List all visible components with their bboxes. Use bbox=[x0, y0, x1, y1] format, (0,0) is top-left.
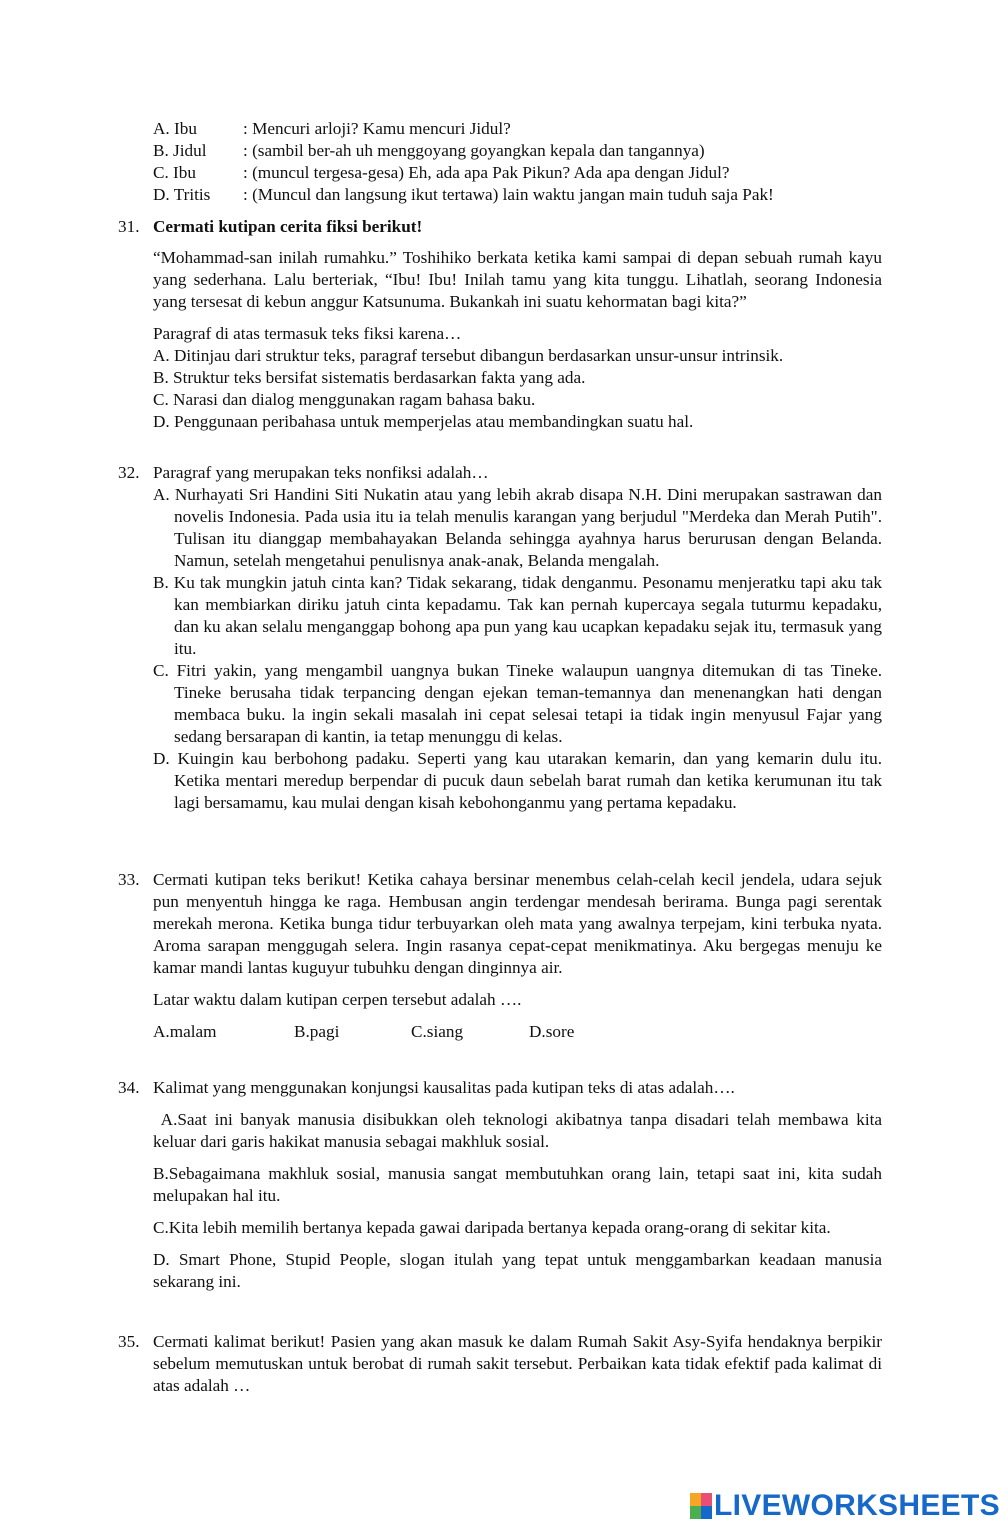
option-c[interactable]: C.siang bbox=[411, 1022, 464, 1041]
option-d[interactable]: D. Smart Phone, Stupid People, slogan itulah yang tepat untuk menggambarkan keadaan manusia sekarang ini. bbox=[153, 1250, 882, 1291]
dialog-text: : Mencuri arloji? Kamu mencuri Jidul? bbox=[243, 119, 511, 138]
option-d[interactable]: D. Penggunaan peribahasa untuk memperjelas atau membandingkan suatu hal. bbox=[153, 412, 694, 431]
q30-option-c[interactable] bbox=[153, 162, 913, 184]
choice-row bbox=[153, 1021, 882, 1043]
logo-text: LIVEWORKSHEETS bbox=[714, 1489, 1000, 1522]
question-prompt: Cermati kalimat berikut! Pasien yang akan masuk ke dalam Rumah Sakit Asy-Syifa hendaknya berpikir sebelum memutuskan untuk berobat di rumah sakit tersebut. Perbaikan kata tidak efektif pada kalimat di atas adalah … bbox=[153, 1332, 882, 1395]
option-b[interactable]: B. Struktur teks bersifat sistematis berdasarkan fakta yang ada. bbox=[153, 368, 586, 387]
option-a[interactable]: A.malam bbox=[153, 1022, 217, 1041]
option-c[interactable]: C. Narasi dan dialog menggunakan ragam bahasa baku. bbox=[153, 390, 536, 409]
option-a[interactable]: A. Ditinjau dari struktur teks, paragraf tersebut dibangun berdasarkan unsur-unsur intrinsik. bbox=[153, 346, 784, 365]
option-c[interactable]: C.Kita lebih memilih bertanya kepada gawai daripada bertanya kepada orang-orang di sekitar kita. bbox=[153, 1218, 831, 1237]
speaker: C. Ibu bbox=[153, 163, 196, 182]
dialog-text: : (Muncul dan langsung ikut tertawa) lain waktu jangan main tuduh saja Pak! bbox=[243, 185, 774, 204]
speaker: A. Ibu bbox=[153, 119, 197, 138]
question-prompt: Paragraf di atas termasuk teks fiksi karena… bbox=[153, 324, 462, 343]
option-b[interactable]: B. Ku tak mungkin jatuh cinta kan? Tidak sekarang, tidak denganmu. Pesonamu menjeratku tapi aku tak kan membiarkan diriku jatuh cinta kepadamu. Tak kan pernah kupercaya segala tuturmu kepadaku, dan ku akan selalu menganggap bohong apa pun yang kau ucapkan kepadaku sejak itu, termasuk yang itu. bbox=[153, 573, 882, 658]
q30-option-a[interactable] bbox=[153, 118, 913, 140]
liveworksheets-logo[interactable] bbox=[690, 1486, 1000, 1526]
option-b[interactable]: B.pagi bbox=[294, 1022, 340, 1041]
q30-option-d[interactable] bbox=[153, 184, 913, 206]
option-a[interactable]: A. Nurhayati Sri Handini Siti Nukatin atau yang lebih akrab disapa N.H. Dini merupakan sastrawan dan novelis Indonesia. Pada usia itu ia telah menulis karangan yang berjudul "Merdeka dan Merah Putih". Tulisan itu dianggap membahayakan Belanda sehingga ayahnya harus berurusan dengan Belanda. Namun, setelah mengetahui penulisnya anak-anak, Belanda mengalah. bbox=[153, 485, 882, 570]
question-number: 35. bbox=[118, 1332, 140, 1351]
passage: “Mohammad-san inilah rumahku.” Toshihiko berkata ketika kami sampai di depan sebuah rumah kayu yang sederhana. Lalu berteriak, “Ibu! Ibu! Inilah tamu yang kita tunggu. Lihatlah, seorang Indonesia yang tersesat di kebun anggur Katsunuma. Bukankah ini suatu kehormatan bagi kita?” bbox=[153, 248, 882, 311]
dialog-text: : (sambil ber-ah uh menggoyang goyangkan kepala dan tangannya) bbox=[243, 141, 705, 160]
option-d[interactable]: D.sore bbox=[529, 1022, 575, 1041]
question-number: 33. bbox=[118, 870, 140, 889]
question-prompt: Kalimat yang menggunakan konjungsi kausalitas pada kutipan teks di atas adalah…. bbox=[153, 1078, 735, 1097]
option-b[interactable]: B.Sebagaimana makhluk sosial, manusia sangat membutuhkan orang lain, tetapi saat ini, kita sudah melupakan hal itu. bbox=[153, 1164, 882, 1205]
question-prompt: Latar waktu dalam kutipan cerpen tersebut adalah …. bbox=[153, 990, 522, 1009]
option-a[interactable]: A.Saat ini banyak manusia disibukkan oleh teknologi akibatnya tanpa disadari telah membawa kita keluar dari garis hakikat manusia sebagai makhluk sosial. bbox=[153, 1110, 887, 1151]
option-d[interactable]: D. Kuingin kau berbohong padaku. Seperti yang kau utarakan kemarin, dan yang kemarin dulu itu. Ketika mentari meredup berpendar di pucuk daun sebelah barat rumah dan ketika kerumunan itu tak lagi bersamamu, kau mulai dengan kisah kebohonganmu yang pertama kepadaku. bbox=[153, 749, 882, 812]
option-c[interactable]: C. Fitri yakin, yang mengambil uangnya bukan Tineke walaupun uangnya ditemukan di tas Tineke. Tineke berusaha tidak terpancing dengan ejekan teman-temannya dan menenangkan hati dengan membaca buku. la ingin sekali masalah ini cepat selesai tetapi ia tidak ingin menyusul Fajar yang sedang bersarapan di kantin, ia tetap menunggu di kelas. bbox=[153, 661, 882, 746]
question-number: 34. bbox=[118, 1078, 140, 1097]
question-title: Cermati kutipan cerita fiksi berikut! bbox=[153, 217, 423, 236]
passage: Cermati kutipan teks berikut! Ketika cahaya bersinar menembus celah-celah kecil jendela, udara sejuk pun menyentuh hingga ke raga. Hembusan angin terdengar mendesah berirama. Bunga pagi serentak merekah merona. Ketika bunga tidur terbuyarkan oleh mata yang awalnya terpejam, kini terbuka nyata. Aroma sarapan menggugah selera. Ingin rasanya cepat-cepat menikmatinya. Aku bergegas menuju ke kamar mandi lantas kuguyur tubuhku dengan dinginnya air. bbox=[153, 870, 882, 977]
question-prompt: Paragraf yang merupakan teks nonfiksi adalah… bbox=[153, 463, 489, 482]
speaker: B. Jidul bbox=[153, 141, 207, 160]
liveworksheets-logo-icon bbox=[690, 1493, 712, 1519]
question-number: 32. bbox=[118, 463, 140, 482]
speaker: D. Tritis bbox=[153, 185, 211, 204]
dialog-text: : (muncul tergesa-gesa) Eh, ada apa Pak Pikun? Ada apa dengan Jidul? bbox=[243, 163, 730, 182]
q30-option-b[interactable] bbox=[153, 140, 913, 162]
q30-options bbox=[153, 118, 913, 206]
question-number: 31. bbox=[118, 217, 140, 236]
